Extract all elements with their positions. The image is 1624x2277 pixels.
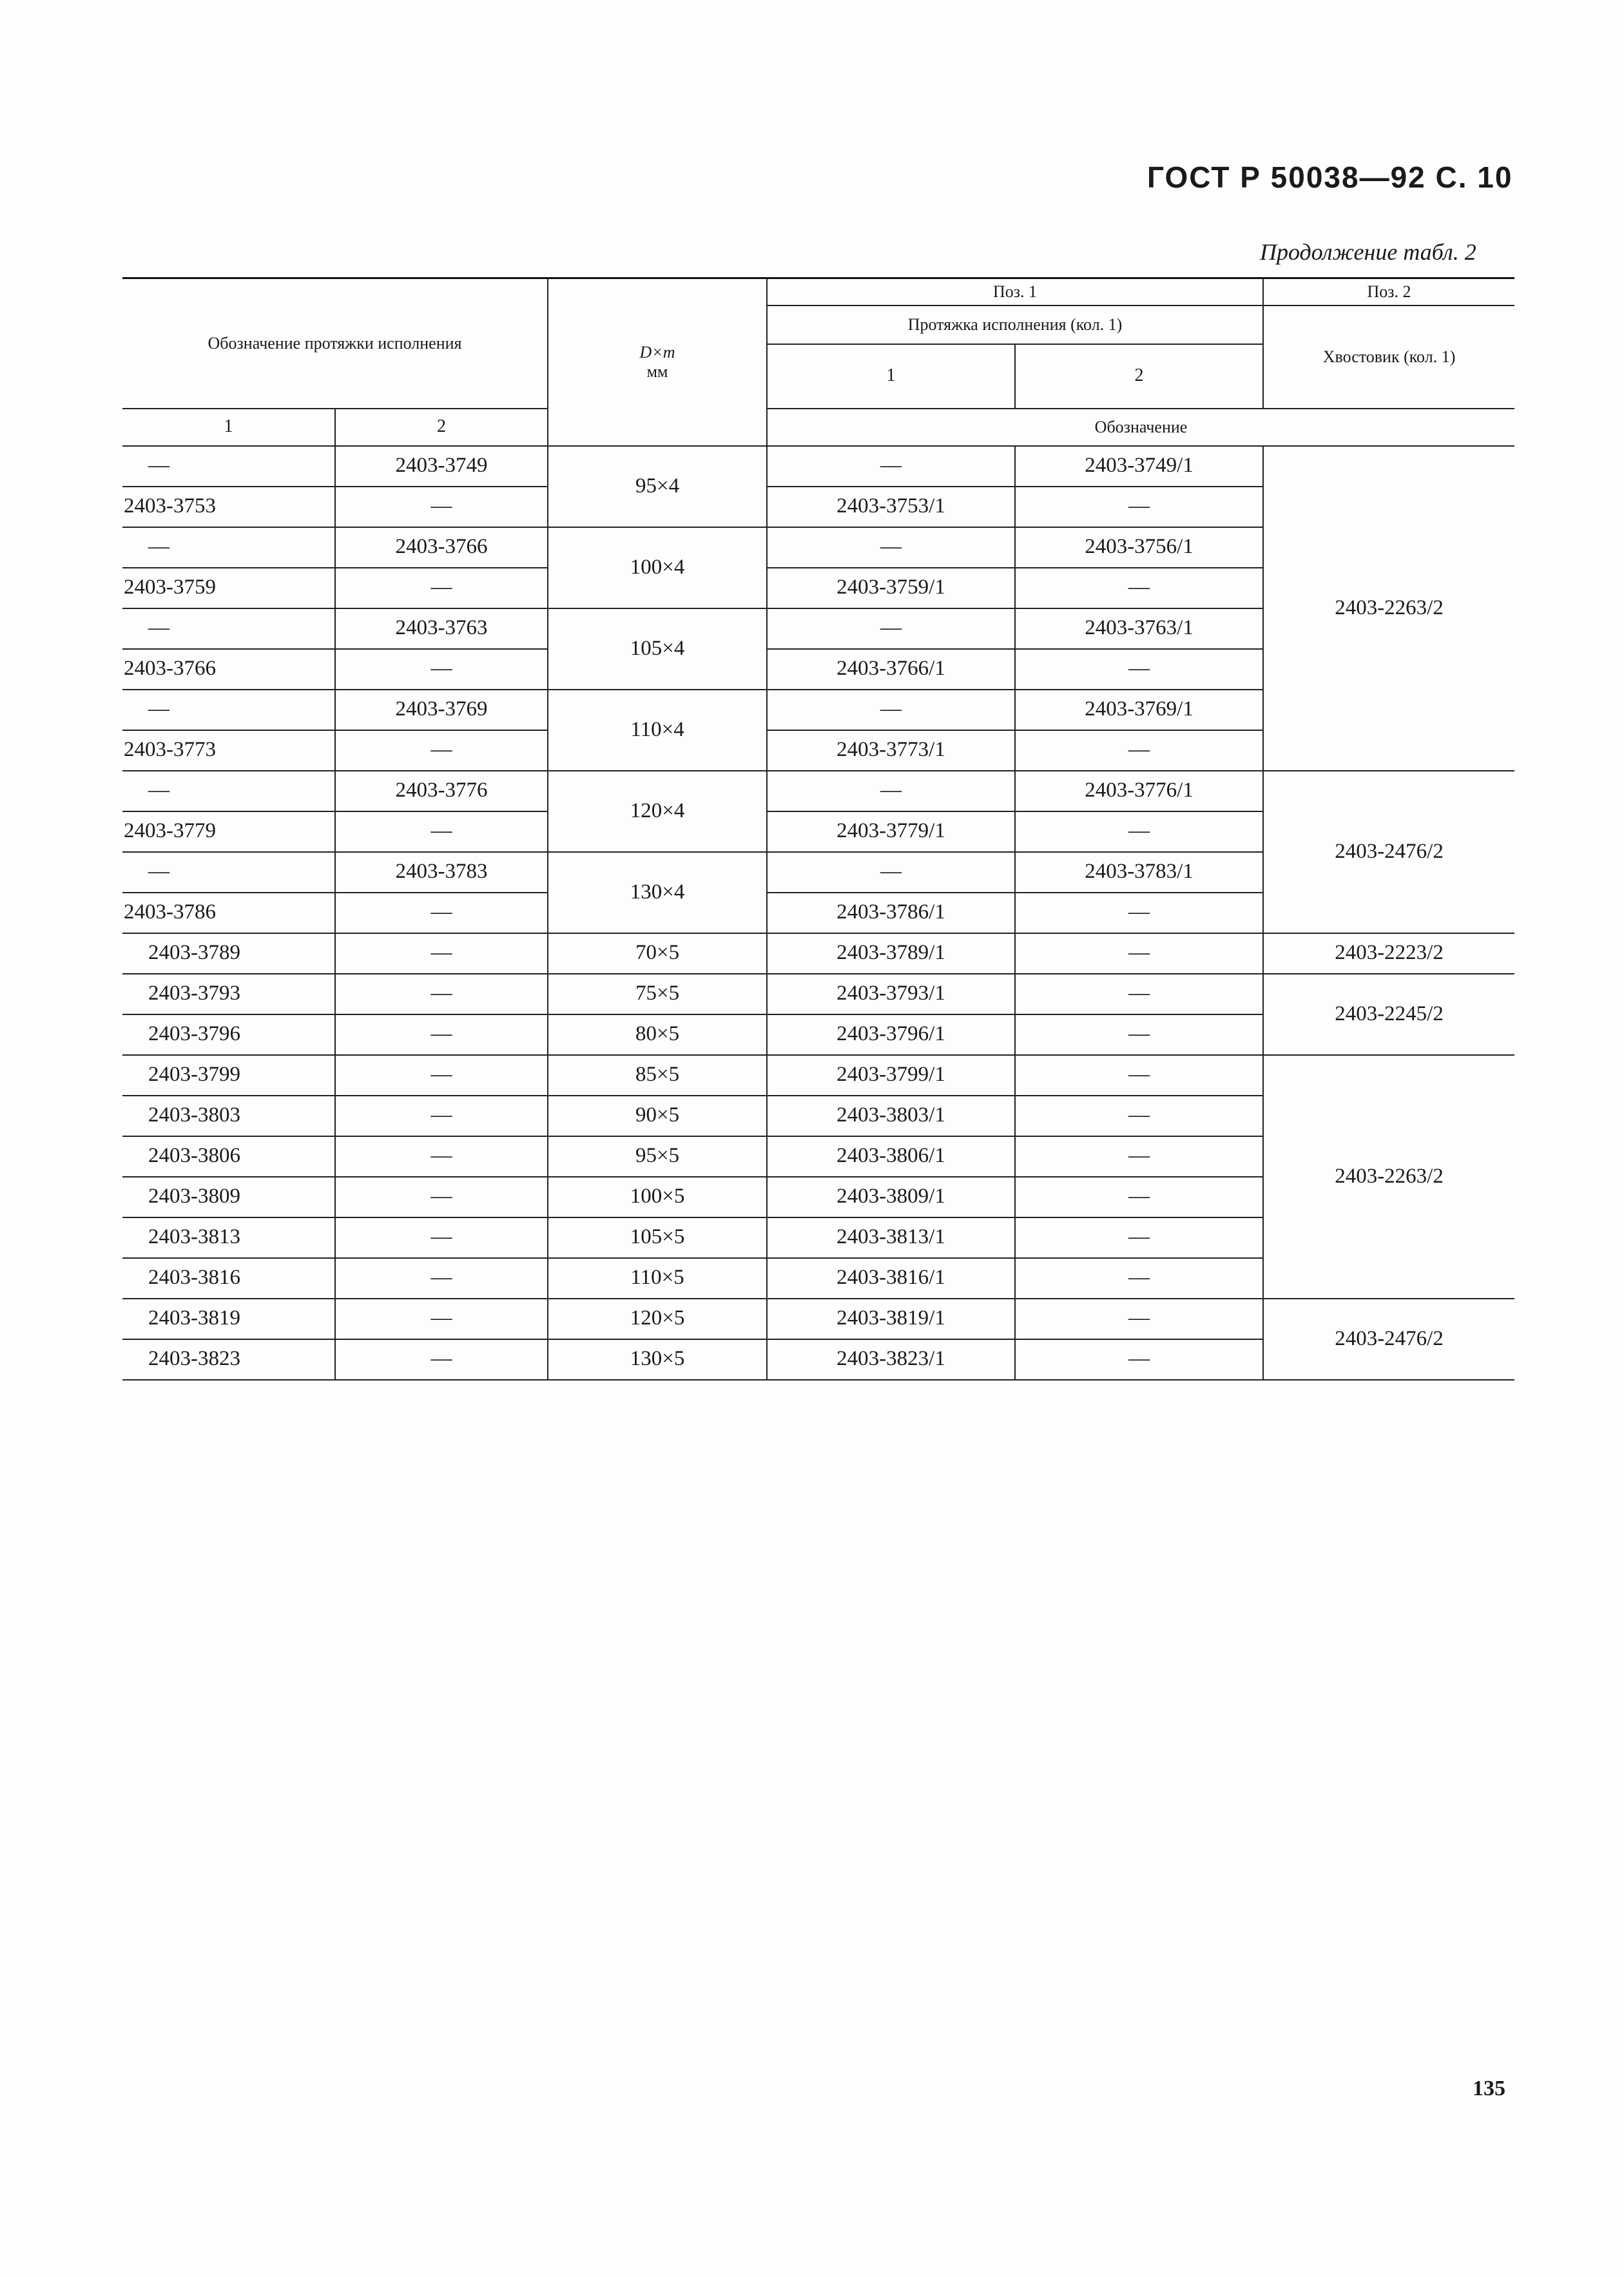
cell-designation-1: 2403-3813	[122, 1217, 335, 1258]
header-col1: 1	[122, 409, 335, 446]
cell-designation-1: 2403-3816	[122, 1258, 335, 1299]
cell-broach-1: 2403-3796/1	[767, 1014, 1015, 1055]
header-designation: Обозначение протяжки исполнения	[122, 278, 548, 409]
cell-broach-1: 2403-3793/1	[767, 974, 1015, 1014]
cell-designation-2: 2403-3769	[335, 690, 548, 730]
cell-dxm: 95×5	[548, 1136, 767, 1177]
cell-broach-1: 2403-3779/1	[767, 811, 1015, 852]
table-body	[122, 446, 1514, 1380]
table-continuation-label: Продолжение табл. 2	[1260, 239, 1476, 265]
cell-broach-1: 2403-3816/1	[767, 1258, 1015, 1299]
cell-designation-1: 2403-3786	[122, 893, 335, 933]
cell-designation-2: 2403-3776	[335, 771, 548, 811]
cell-dxm: 105×5	[548, 1217, 767, 1258]
cell-broach-2: —	[1015, 1177, 1263, 1217]
cell-dxm: 110×5	[548, 1258, 767, 1299]
cell-designation-2: —	[335, 1339, 548, 1380]
cell-designation-2: —	[335, 974, 548, 1014]
cell-designation-2: —	[335, 568, 548, 608]
header-broach: Протяжка исполнения (кол. 1)	[767, 305, 1263, 344]
cell-broach-1: 2403-3786/1	[767, 893, 1015, 933]
cell-broach-2: —	[1015, 1339, 1263, 1380]
header-oboznachenie: Обозначение	[767, 409, 1514, 446]
header-pos1-col1: 1	[767, 344, 1015, 409]
cell-broach-1: 2403-3813/1	[767, 1217, 1015, 1258]
cell-dxm: 80×5	[548, 1014, 767, 1055]
cell-dxm: 120×5	[548, 1299, 767, 1339]
cell-broach-2: —	[1015, 893, 1263, 933]
cell-shank: 2403-2245/2	[1263, 974, 1514, 1055]
cell-designation-2: —	[335, 1177, 548, 1217]
cell-designation-2: —	[335, 487, 548, 527]
cell-broach-1: 2403-3803/1	[767, 1096, 1015, 1136]
cell-designation-1: —	[122, 771, 335, 811]
cell-broach-2: 2403-3749/1	[1015, 446, 1263, 487]
cell-broach-1: 2403-3759/1	[767, 568, 1015, 608]
cell-designation-1: 2403-3779	[122, 811, 335, 852]
cell-broach-1: 2403-3753/1	[767, 487, 1015, 527]
cell-designation-1: 2403-3793	[122, 974, 335, 1014]
page-number: 135	[1473, 2077, 1505, 2100]
cell-broach-2: —	[1015, 1136, 1263, 1177]
cell-broach-2: 2403-3776/1	[1015, 771, 1263, 811]
header-col2: 2	[335, 409, 548, 446]
header-pos1-col2: 2	[1015, 344, 1263, 409]
cell-dxm: 120×4	[548, 771, 767, 852]
cell-designation-2: —	[335, 649, 548, 690]
cell-broach-1: 2403-3789/1	[767, 933, 1015, 974]
cell-shank: 2403-2263/2	[1263, 446, 1514, 771]
cell-broach-1: —	[767, 771, 1015, 811]
cell-broach-2: —	[1015, 649, 1263, 690]
cell-broach-2: 2403-3756/1	[1015, 527, 1263, 568]
cell-dxm: 90×5	[548, 1096, 767, 1136]
cell-dxm: 100×5	[548, 1177, 767, 1217]
cell-designation-1: 2403-3803	[122, 1096, 335, 1136]
cell-designation-1: 2403-3759	[122, 568, 335, 608]
cell-broach-2: —	[1015, 933, 1263, 974]
cell-designation-2: —	[335, 811, 548, 852]
cell-broach-1: 2403-3806/1	[767, 1136, 1015, 1177]
cell-broach-2: 2403-3763/1	[1015, 608, 1263, 649]
cell-broach-2: —	[1015, 1055, 1263, 1096]
spec-table	[122, 277, 1514, 1381]
cell-designation-2: —	[335, 893, 548, 933]
cell-designation-2: —	[335, 1299, 548, 1339]
table-row	[122, 446, 1514, 487]
cell-designation-1: 2403-3819	[122, 1299, 335, 1339]
cell-dxm: 110×4	[548, 690, 767, 771]
cell-broach-2: 2403-3783/1	[1015, 852, 1263, 893]
table-row	[122, 1055, 1514, 1096]
cell-broach-2: —	[1015, 1096, 1263, 1136]
cell-broach-2: —	[1015, 1299, 1263, 1339]
cell-shank: 2403-2223/2	[1263, 933, 1514, 974]
cell-designation-2: 2403-3766	[335, 527, 548, 568]
cell-designation-1: 2403-3789	[122, 933, 335, 974]
header-pos2: Поз. 2	[1263, 278, 1514, 305]
cell-designation-2: —	[335, 1217, 548, 1258]
cell-designation-2: —	[335, 933, 548, 974]
cell-broach-1: 2403-3819/1	[767, 1299, 1015, 1339]
cell-designation-1: —	[122, 446, 335, 487]
cell-broach-2: —	[1015, 1014, 1263, 1055]
cell-broach-2: —	[1015, 1258, 1263, 1299]
cell-dxm: 70×5	[548, 933, 767, 974]
cell-broach-2: —	[1015, 974, 1263, 1014]
table-row	[122, 1299, 1514, 1339]
cell-dxm: 85×5	[548, 1055, 767, 1096]
header-shank: Хвостовик (кол. 1)	[1263, 305, 1514, 409]
cell-broach-1: —	[767, 608, 1015, 649]
table-row	[122, 771, 1514, 811]
cell-broach-2: —	[1015, 730, 1263, 771]
cell-designation-2: —	[335, 730, 548, 771]
cell-designation-2: —	[335, 1014, 548, 1055]
cell-broach-1: 2403-3799/1	[767, 1055, 1015, 1096]
cell-shank: 2403-2476/2	[1263, 771, 1514, 933]
cell-designation-1: 2403-3823	[122, 1339, 335, 1380]
cell-designation-2: —	[335, 1096, 548, 1136]
cell-broach-1: —	[767, 446, 1015, 487]
cell-designation-1: 2403-3773	[122, 730, 335, 771]
cell-broach-1: —	[767, 690, 1015, 730]
cell-designation-1: 2403-3799	[122, 1055, 335, 1096]
cell-designation-1: 2403-3753	[122, 487, 335, 527]
cell-shank: 2403-2476/2	[1263, 1299, 1514, 1380]
cell-designation-2: —	[335, 1055, 548, 1096]
header-pos1: Поз. 1	[767, 278, 1263, 305]
cell-broach-1: —	[767, 527, 1015, 568]
cell-dxm: 105×4	[548, 608, 767, 690]
cell-designation-1: 2403-3809	[122, 1177, 335, 1217]
cell-broach-2: 2403-3769/1	[1015, 690, 1263, 730]
cell-designation-1: —	[122, 852, 335, 893]
cell-dxm: 130×5	[548, 1339, 767, 1380]
cell-designation-2: 2403-3749	[335, 446, 548, 487]
cell-broach-2: —	[1015, 568, 1263, 608]
cell-dxm: 95×4	[548, 446, 767, 527]
table-row	[122, 933, 1514, 974]
cell-broach-1: —	[767, 852, 1015, 893]
cell-broach-2: —	[1015, 1217, 1263, 1258]
cell-dxm: 130×4	[548, 852, 767, 933]
cell-broach-2: —	[1015, 811, 1263, 852]
cell-shank: 2403-2263/2	[1263, 1055, 1514, 1299]
cell-designation-1: —	[122, 608, 335, 649]
cell-broach-1: 2403-3809/1	[767, 1177, 1015, 1217]
cell-designation-2: —	[335, 1258, 548, 1299]
header-dxm	[548, 278, 767, 446]
cell-designation-2: —	[335, 1136, 548, 1177]
cell-designation-1: —	[122, 527, 335, 568]
cell-broach-1: 2403-3766/1	[767, 649, 1015, 690]
cell-dxm: 75×5	[548, 974, 767, 1014]
cell-broach-2: —	[1015, 487, 1263, 527]
document-header: ГОСТ Р 50038—92 С. 10	[1147, 160, 1513, 194]
header-dxm-unit: мм	[646, 362, 668, 381]
cell-broach-1: 2403-3823/1	[767, 1339, 1015, 1380]
cell-designation-1: —	[122, 690, 335, 730]
table-row	[122, 974, 1514, 1014]
table-header	[122, 278, 1514, 446]
cell-designation-1: 2403-3806	[122, 1136, 335, 1177]
header-dxm-symbol: D×m	[639, 342, 675, 362]
cell-dxm: 100×4	[548, 527, 767, 608]
cell-broach-1: 2403-3773/1	[767, 730, 1015, 771]
cell-designation-2: 2403-3783	[335, 852, 548, 893]
cell-designation-1: 2403-3796	[122, 1014, 335, 1055]
cell-designation-2: 2403-3763	[335, 608, 548, 649]
cell-designation-1: 2403-3766	[122, 649, 335, 690]
